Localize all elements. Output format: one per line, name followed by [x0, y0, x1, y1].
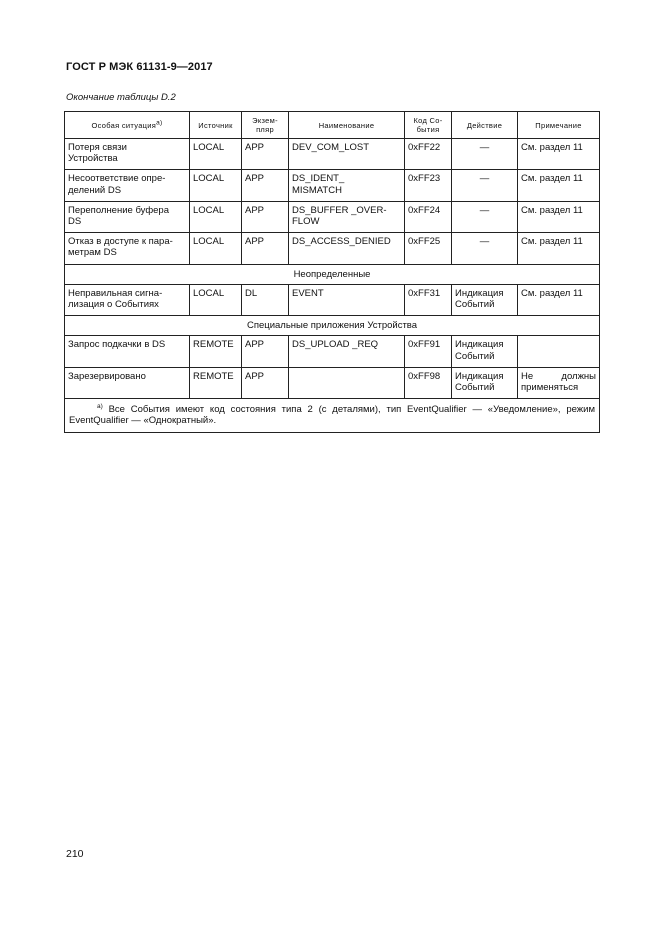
table-row [65, 201, 600, 232]
page-number: 210 [66, 848, 84, 860]
col-header-instance: Экзем- пляр [242, 112, 289, 139]
cell-code: 0xFF91 [405, 336, 452, 367]
cell-situation: Несоответствие опре- делений DS [65, 170, 190, 201]
cell-action: Индикация Событий [452, 367, 518, 398]
table-row [65, 336, 600, 367]
cell-name: EVENT [289, 284, 405, 315]
cell-code: 0xFF23 [405, 170, 452, 201]
note-word: Не [521, 370, 534, 382]
table-row [65, 233, 600, 264]
cell-instance: APP [242, 233, 289, 264]
cell-source: LOCAL [190, 233, 242, 264]
cell-note: См. раздел 11 [518, 139, 600, 170]
section-row [65, 264, 600, 284]
table-row [65, 367, 600, 398]
note-word: должны [561, 370, 596, 382]
col-header-name: Наименование [289, 112, 405, 139]
table-row [65, 139, 600, 170]
cell-code: 0xFF24 [405, 201, 452, 232]
cell-name: DEV_COM_LOST [289, 139, 405, 170]
cell-source: LOCAL [190, 139, 242, 170]
cell-source: LOCAL [190, 201, 242, 232]
events-table [64, 111, 600, 433]
section-special: Специальные приложения Устройства [65, 316, 600, 336]
cell-note [518, 367, 600, 398]
col-header-code: Код Со- бытия [405, 112, 452, 139]
cell-action: — [452, 233, 518, 264]
cell-situation: Переполнение буфера DS [65, 201, 190, 232]
table-footnote [65, 399, 600, 432]
section-undefined: Неопределенные [65, 264, 600, 284]
cell-code: 0xFF98 [405, 367, 452, 398]
section-row [65, 316, 600, 336]
cell-situation: Отказ в доступе к пара- метрам DS [65, 233, 190, 264]
cell-source: LOCAL [190, 170, 242, 201]
cell-source: REMOTE [190, 367, 242, 398]
col-header-action: Действие [452, 112, 518, 139]
cell-situation: Запрос подкачки в DS [65, 336, 190, 367]
col-header-source: Источник [190, 112, 242, 139]
table-row [65, 170, 600, 201]
cell-situation: Потеря связи Устройства [65, 139, 190, 170]
cell-source: REMOTE [190, 336, 242, 367]
cell-source: LOCAL [190, 284, 242, 315]
cell-action: Индикация Событий [452, 284, 518, 315]
table-caption: Окончание таблицы D.2 [66, 92, 176, 103]
cell-name: DS_ACCESS_DENIED [289, 233, 405, 264]
cell-name: DS_UPLOAD _REQ [289, 336, 405, 367]
cell-name: DS_IDENT_ MISMATCH [289, 170, 405, 201]
cell-instance: DL [242, 284, 289, 315]
cell-note: См. раздел 11 [518, 201, 600, 232]
cell-instance: APP [242, 139, 289, 170]
table-header-row [65, 112, 600, 139]
cell-note: См. раздел 11 [518, 170, 600, 201]
col-header-situation: Особая ситуация$^{a)}$ [65, 112, 190, 139]
cell-situation: Неправильная сигна- лизация о Событиях [65, 284, 190, 315]
cell-action: — [452, 201, 518, 232]
cell-name: DS_BUFFER _OVER- FLOW [289, 201, 405, 232]
cell-note: См. раздел 11 [518, 284, 600, 315]
document-header: ГОСТ Р МЭК 61131-9—2017 [66, 61, 213, 73]
cell-code: 0xFF25 [405, 233, 452, 264]
cell-instance: APP [242, 201, 289, 232]
cell-instance: APP [242, 170, 289, 201]
cell-note: См. раздел 11 [518, 233, 600, 264]
col-header-note: Примечание [518, 112, 600, 139]
cell-situation: Зарезервировано [65, 367, 190, 398]
footnote-mark: a) [97, 403, 103, 411]
footnote-row [65, 399, 600, 432]
cell-note [518, 336, 600, 367]
cell-action: — [452, 139, 518, 170]
cell-instance: APP [242, 367, 289, 398]
note-line: применяться [521, 382, 579, 394]
cell-code: 0xFF22 [405, 139, 452, 170]
cell-action: Индикация Событий [452, 336, 518, 367]
footnote-text: Все События имеют код состояния типа 2 (с деталями), тип EventQualifier — «Уведомление», режим EventQualifier — «Однократный». [69, 404, 595, 427]
cell-action: — [452, 170, 518, 201]
table-row [65, 284, 600, 315]
cell-instance: APP [242, 336, 289, 367]
cell-name [289, 367, 405, 398]
cell-code: 0xFF31 [405, 284, 452, 315]
